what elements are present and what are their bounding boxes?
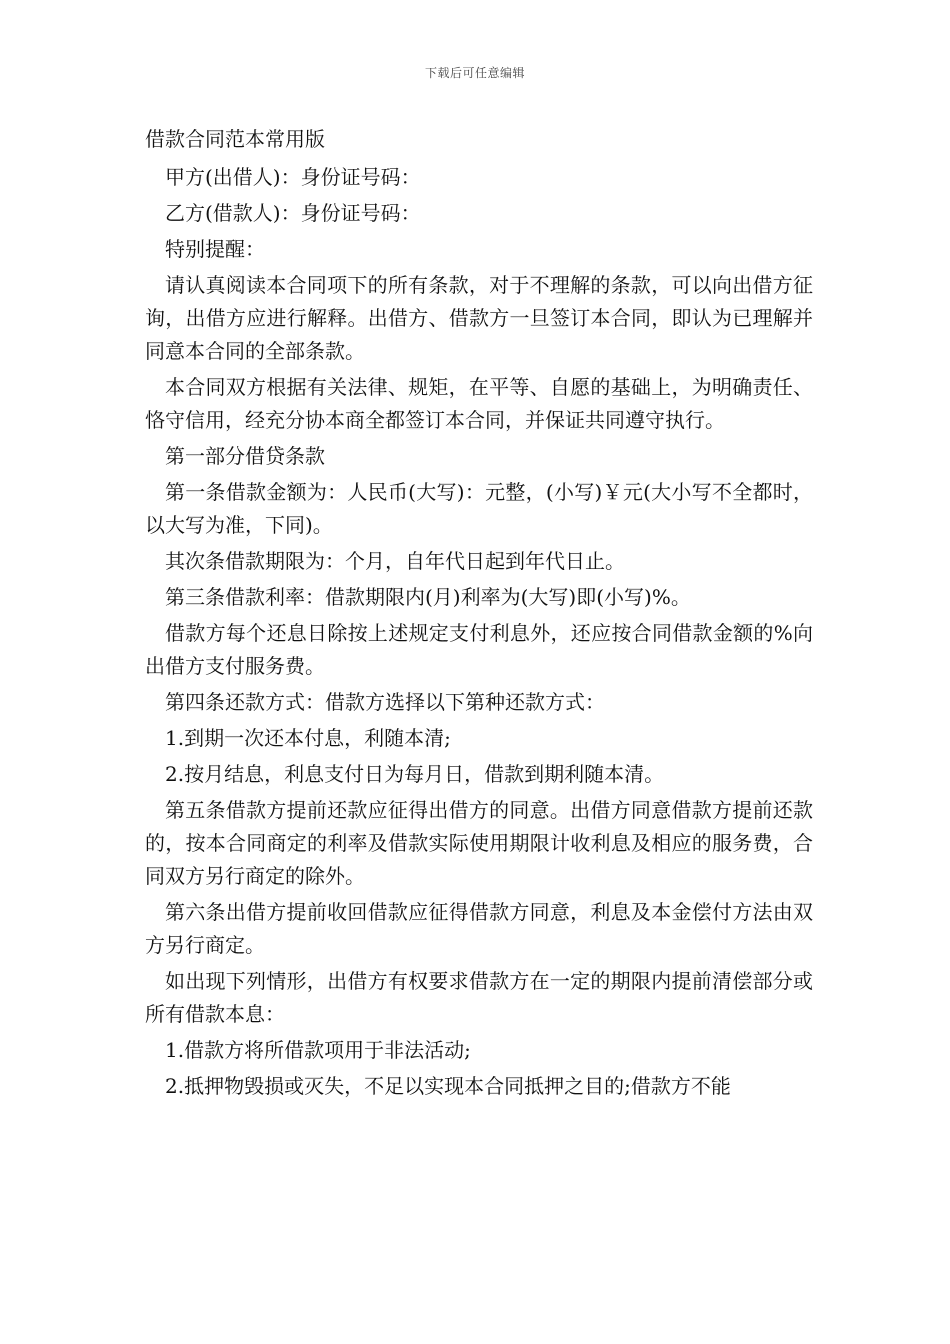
repayment-option-2: 2.按月结息，利息支付日为每月日，借款到期利随本清。 xyxy=(165,762,665,786)
paragraph-borrower: 乙方(借款人)：身份证号码： xyxy=(165,201,421,225)
condition-1: 1.借款方将所借款项用于非法活动; xyxy=(165,1038,471,1062)
clause-1-amount: 第一条借款金额为：人民币(大写)：元整，(小写)￥元(大小写不全都时，以大写为准，下同)。 xyxy=(145,480,813,537)
paragraph-basis: 本合同双方根据有关法律、规矩，在平等、自愿的基础上，为明确责任、恪守信用，经充分协本商全都签订本合同，并保证共同遵守执行。 xyxy=(145,375,813,432)
paragraph-lender: 甲方(出借人)：身份证号码： xyxy=(165,165,421,189)
paragraph-service-fee: 借款方每个还息日除按上述规定支付利息外，还应按合同借款金额的%向出借方支付服务费。 xyxy=(145,621,813,678)
clause-5-early-repayment: 第五条借款方提前还款应征得出借方的同意。出借方同意借款方提前还款的，按本合同商定的利率及借款实际使用期限计收利息及相应的服务费，合同双方另行商定的除外。 xyxy=(145,798,813,888)
paragraph-conditions: 如出现下列情形，出借方有权要求借款方在一定的期限内提前清偿部分或所有借款本息： xyxy=(145,969,813,1026)
paragraph-read-carefully: 请认真阅读本合同项下的所有条款，对于不理解的条款，可以向出借方征询，出借方应进行解释。出借方、借款方一旦签订本合同，即认为已理解并同意本合同的全部条款。 xyxy=(145,273,813,363)
clause-6-early-recall: 第六条出借方提前收回借款应征得借款方同意，利息及本金偿付方法由双方另行商定。 xyxy=(145,900,813,957)
condition-2: 2.抵押物毁损或灭失，不足以实现本合同抵押之目的;借款方不能 xyxy=(165,1074,731,1098)
clause-4-repayment: 第四条还款方式：借款方选择以下第种还款方式： xyxy=(165,690,605,714)
document-body xyxy=(145,124,813,1106)
clause-3-rate: 第三条借款利率：借款期限内(月)利率为(大写)即(小写)%。 xyxy=(165,585,691,609)
page-header: 下载后可任意编辑 xyxy=(424,66,525,80)
paragraph-special-reminder: 特别提醒： xyxy=(165,237,265,261)
document-title: 借款合同范本常用版 xyxy=(145,127,325,151)
clause-2-term: 其次条借款期限为：个月，自年代日起到年代日止。 xyxy=(165,549,625,573)
repayment-option-1: 1.到期一次还本付息，利随本清; xyxy=(165,726,451,750)
section-heading-loan-terms: 第一部分借贷条款 xyxy=(165,444,325,468)
